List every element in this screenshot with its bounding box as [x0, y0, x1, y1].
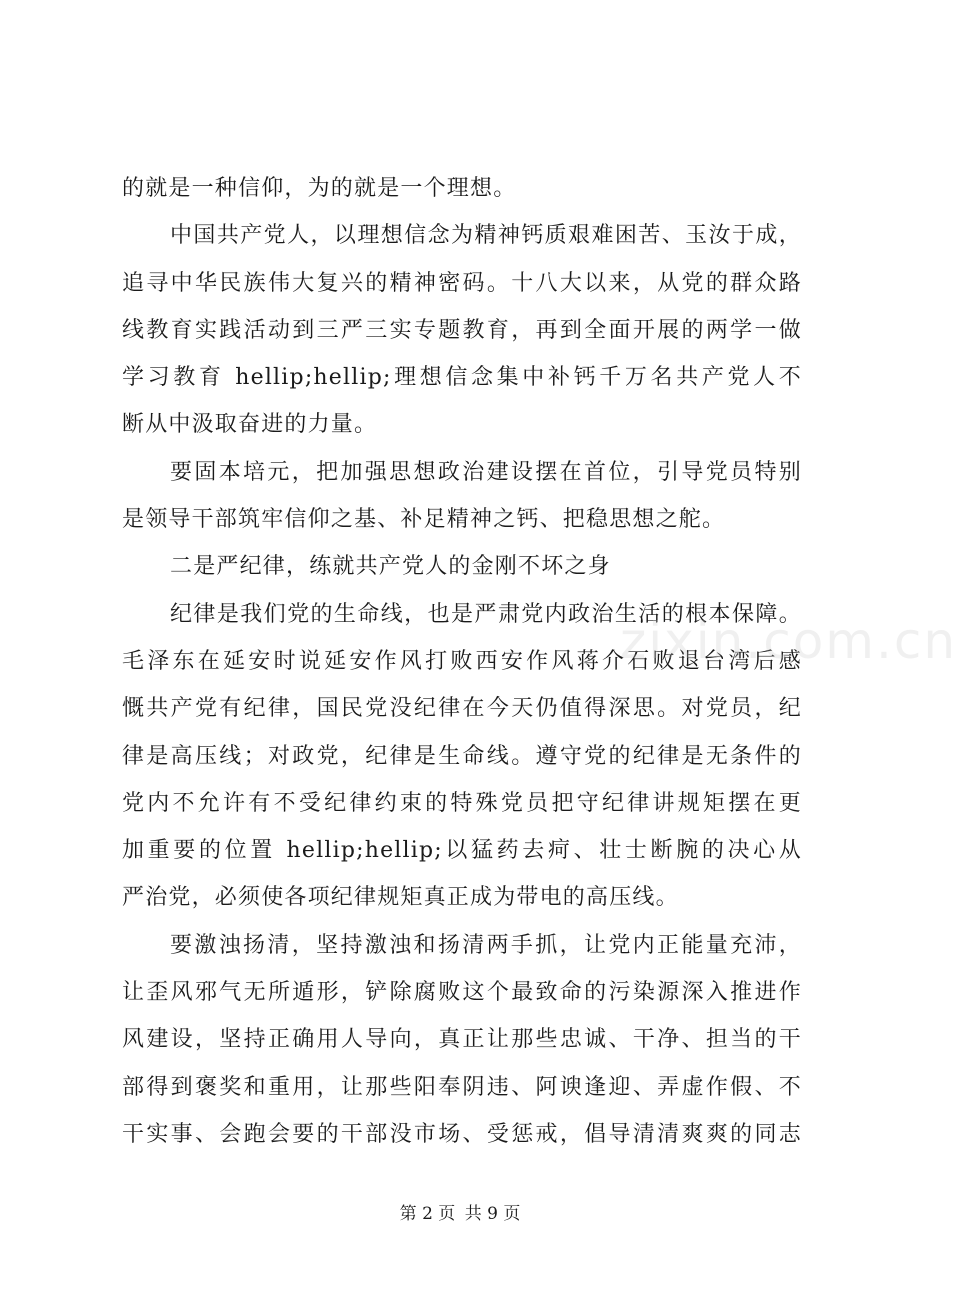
- text-line: 部得到褒奖和重用，让那些阳奉阴违、阿谀逢迎、弄虚作假、不: [122, 1074, 802, 1100]
- page-number-current: 第 2 页: [399, 1204, 456, 1224]
- text-line: 律是高压线；对政党，纪律是生命线。遵守党的纪律是无条件的: [122, 743, 802, 769]
- text-line: 中国共产党人，以理想信念为精神钙质艰难困苦、玉汝于成，: [170, 223, 802, 249]
- text-line: 党内不允许有不受纪律约束的特殊党员把守纪律讲规矩摆在更: [122, 790, 802, 816]
- text-line: 毛泽东在延安时说延安作风打败西安作风蒋介石败退台湾后感: [122, 648, 802, 674]
- text-line: 要激浊扬清，坚持激浊和扬清两手抓，让党内正能量充沛，: [170, 932, 802, 958]
- watermark: zixin.com.cn: [620, 612, 957, 670]
- text-line: 断从中汲取奋进的力量。: [122, 412, 378, 438]
- text-line: 要固本培元，把加强思想政治建设摆在首位，引导党员特别: [170, 459, 802, 485]
- page-number-total: 共 9 页: [464, 1204, 521, 1224]
- text-line: 严治党，必须使各项纪律规矩真正成为带电的高压线。: [122, 885, 679, 911]
- text-line: 慨共产党有纪律，国民党没纪律在今天仍值得深思。对党员，纪: [122, 696, 802, 722]
- text-line: 加重要的位置 hellip;hellip;以猛药去疴、壮士断腕的决心从: [122, 838, 802, 864]
- page-footer: [0, 1199, 920, 1224]
- text-line: 学习教育 hellip;hellip;理想信念集中补钙千万名共产党人不: [122, 365, 802, 391]
- text-line: 纪律是我们党的生命线，也是严肃党内政治生活的根本保障。: [170, 601, 802, 627]
- text-line: 线教育实践活动到三严三实专题教育，再到全面开展的两学一做: [122, 317, 802, 343]
- section-heading: 二是严纪律，练就共产党人的金刚不坏之身: [170, 554, 611, 580]
- document-body: [122, 165, 802, 1158]
- text-line: 风建设，坚持正确用人导向，真正让那些忠诚、干净、担当的干: [122, 1027, 802, 1053]
- text-line: 让歪风邪气无所遁形，铲除腐败这个最致命的污染源深入推进作: [122, 980, 802, 1006]
- text-line: 干实事、会跑会要的干部没市场、受惩戒，倡导清清爽爽的同志: [122, 1121, 802, 1147]
- text-line: 是领导干部筑牢信仰之基、补足精神之钙、把稳思想之舵。: [122, 507, 726, 533]
- text-line: 的就是一种信仰，为的就是一个理想。: [122, 176, 517, 201]
- text-line: 追寻中华民族伟大复兴的精神密码。十八大以来，从党的群众路: [122, 270, 802, 296]
